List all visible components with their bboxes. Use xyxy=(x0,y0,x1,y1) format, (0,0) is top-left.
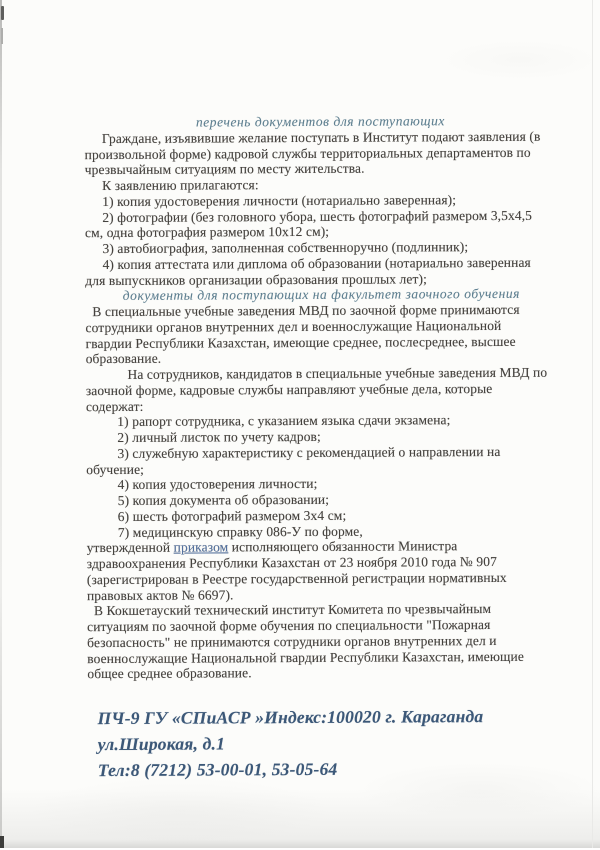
contact-footer: ПЧ-9 ГУ «СПиАСР »Индекс:100020 г. Караганда ул.Широкая, д.1 Тел:8 (7212) 53-00-01, 53-05-64 xyxy=(97,706,484,781)
heading-applicant-documents: перечень документов для поступающих xyxy=(195,113,445,130)
list-training-file-documents: 1) рапорт сотрудника, с указанием языка сдачи экзамена; 2) личный листок по учету кадров; 3) служебную характеристику с рекомендацией о направлении на обучение; 4) копия удостоверения личности; 5) копия документа об образовании; 6) шесть фотографий размером 3х4 см; xyxy=(85,412,501,524)
scan-artifact-left xyxy=(1,28,3,44)
scan-edge-left xyxy=(0,0,2,848)
document-body xyxy=(84,113,559,682)
prikaz-order-link[interactable]: приказом xyxy=(173,539,229,555)
scan-edge-right xyxy=(592,0,593,848)
scan-artifact-top-left xyxy=(1,6,4,20)
paragraph-citizens-apply: Граждане, изъявившие желание поступать в Институт подают заявления (в произвольной форме) кадровой службы территориальных департаментов по чрезвычайным ситуациям по месту жительства. xyxy=(84,128,541,178)
medical-certificate-text-before: 7) медицинскую справку 086-У по форме, утвержденной xyxy=(86,523,363,556)
paragraph-kokshetau-institute: В Кокшетауский технический институт Комитета по чрезвычайным ситуациям по заочной форме обучения по специальности "Пожарная безопасность" не принимаются сотрудники органов внутренних дел и военнослужащие Национальной гвардии Республики Казахстан, имеющие общее среднее образование. xyxy=(86,601,524,682)
list-application-documents: 1) копия удостоверения личности (нотариально заверенная); 2) фотографии (без головного убора, шесть фотографий размером 3,5х4,5 см, одна фотография размером 10х12 см); 3) автобиография, заполненная собственноручно (подлинник); 4) копия аттестата или диплома об образовании (нотариально заверенная для выпускников организации образования прошлых лет); xyxy=(84,191,533,288)
paragraph-mvd-admission: В специальные учебные заведения МВД по заочной форме принимаются сотрудники органов внутренних дел и военнослужащие Национальной гвардии Республики Казахстан, имеющие среднее, послесреднее, высшее образование. xyxy=(85,301,520,367)
scan-artifact-bottom-left xyxy=(0,836,4,848)
heading-correspondence-faculty: документы для поступающих на факультет заочного обучения xyxy=(122,286,520,304)
paragraph-attached-to-application: К заявлению прилагаются: xyxy=(84,177,259,194)
paragraph-employee-files: На сотрудников, кандидатов в специальные учебные заведения МВД по заочной форме, кадровые службы направляют учебные дела, которые содержат: xyxy=(85,364,548,414)
medical-certificate-text-after: исполняющего обязанности Министра здравоохранения Республики Казахстан от 23 ноября 2010 года № 907 (зарегистрирован в Реестре государственной регистрации нормативных правовых актов № 6697). xyxy=(86,538,507,603)
item-medical-certificate xyxy=(87,522,559,603)
